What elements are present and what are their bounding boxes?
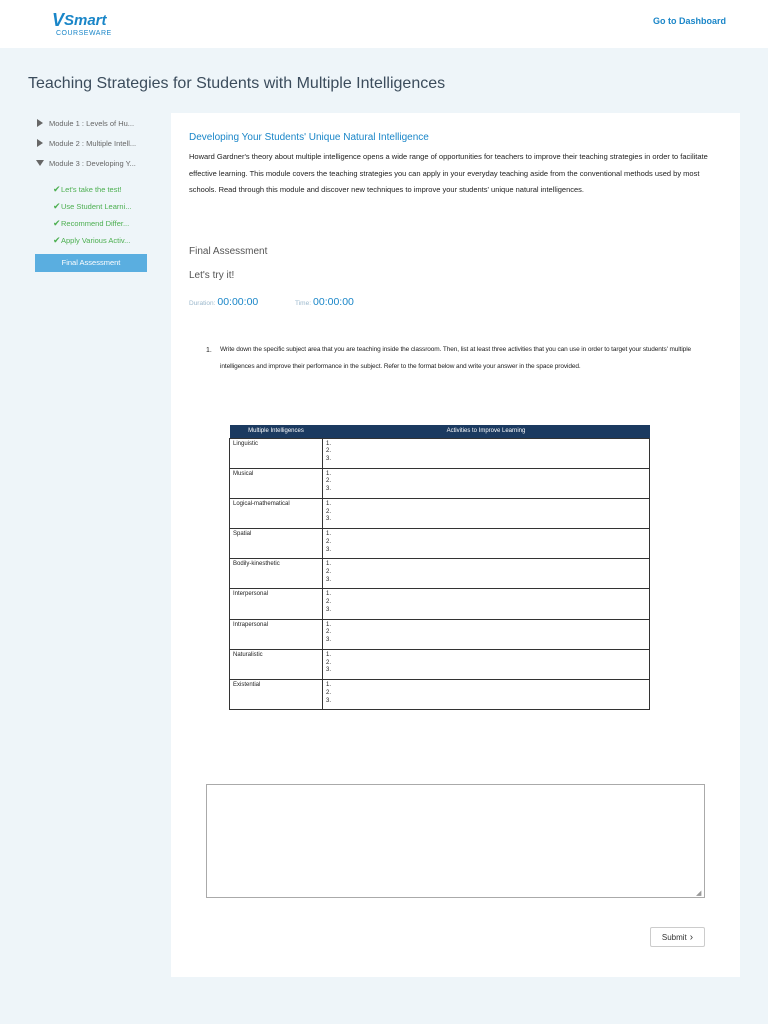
- intelligence-cell: Linguistic: [230, 438, 323, 468]
- time-value: 00:00:00: [313, 296, 354, 308]
- activity-item: 3.: [326, 697, 332, 704]
- assessment-prompt: Let's try it!: [189, 270, 235, 281]
- activities-cell: [323, 619, 650, 649]
- activity-item: 3.: [326, 456, 332, 463]
- question-number: 1.: [206, 347, 212, 354]
- sidebar-item-final-assessment[interactable]: Final Assessment: [35, 254, 147, 272]
- checkmark-icon: ✔: [53, 218, 61, 228]
- sidebar-module-2[interactable]: [34, 132, 164, 152]
- activity-item: 3.: [326, 667, 332, 674]
- activity-item: 2.: [326, 508, 332, 515]
- table-row: [230, 468, 650, 498]
- answer-textarea[interactable]: [206, 784, 705, 898]
- intelligence-cell: Musical: [230, 468, 323, 498]
- table-row: [230, 619, 650, 649]
- activity-item: 3.: [326, 486, 332, 493]
- caret-right-icon: [37, 119, 43, 127]
- activities-cell: [323, 680, 650, 710]
- table-row: [230, 559, 650, 589]
- activity-item: 1.: [326, 561, 332, 568]
- sidebar-lesson-label: Use Student Learni...: [61, 202, 132, 211]
- checkmark-icon: ✔: [53, 201, 61, 211]
- go-to-dashboard-link[interactable]: Go to Dashboard: [652, 16, 726, 26]
- activity-item: 2.: [326, 478, 332, 485]
- chevron-right-icon: ›: [689, 931, 694, 943]
- activity-item: 1.: [326, 651, 332, 658]
- duration-timer: [189, 296, 258, 308]
- activities-cell: [323, 498, 650, 528]
- intelligence-cell: Spatial: [230, 529, 323, 559]
- time-timer: [295, 296, 354, 308]
- activities-cell: [323, 559, 650, 589]
- activity-item: 1.: [326, 470, 332, 477]
- activity-item: 2.: [326, 629, 332, 636]
- activity-item: 3.: [326, 516, 332, 523]
- caret-right-icon: [37, 139, 43, 147]
- sidebar-lesson-label: Apply Various Activ...: [61, 236, 131, 245]
- activity-item: 1.: [326, 621, 332, 628]
- table-header-row: [230, 425, 650, 438]
- sidebar-lesson-1[interactable]: [34, 181, 164, 198]
- assessment-title: Final Assessment: [189, 246, 268, 257]
- module-title: Developing Your Students' Unique Natural Intelligence: [189, 132, 429, 143]
- sidebar-lesson-label: Let's take the test!: [61, 185, 122, 194]
- activity-item: 3.: [326, 637, 332, 644]
- table-row: [230, 649, 650, 679]
- question-text: Write down the specific subject area that you are teaching inside the classroom. Then, list at least three activities that you can use in order to target your students' multiple intelligences and improve their performance in the subject. Refer to the format below and write your answer in the space provided.: [220, 346, 692, 370]
- checkmark-icon: ✔: [53, 235, 61, 245]
- sidebar-lesson-3[interactable]: [34, 215, 164, 232]
- content-panel: [171, 113, 740, 977]
- sidebar-lesson-4[interactable]: [34, 232, 164, 249]
- sidebar-lesson-label: Recommend Differ...: [61, 219, 130, 228]
- activity-item: 2.: [326, 659, 332, 666]
- activity-item: 1.: [326, 440, 332, 447]
- activity-item: 2.: [326, 599, 332, 606]
- table-header-cell: Multiple Intelligences: [230, 425, 323, 438]
- activity-item: 1.: [326, 531, 332, 538]
- logo-v: V: [52, 10, 65, 30]
- caret-down-icon: [36, 160, 44, 166]
- activity-item: 3.: [326, 576, 332, 583]
- activity-item: 2.: [326, 569, 332, 576]
- activity-item: 2.: [326, 448, 332, 455]
- intelligence-cell: Interpersonal: [230, 589, 323, 619]
- activity-item: 1.: [326, 500, 332, 507]
- sidebar-module-3[interactable]: [34, 152, 164, 172]
- table-header-cell: Activities to Improve Learning: [323, 425, 650, 438]
- logo-smart: Smart: [64, 12, 107, 29]
- table-row: [230, 529, 650, 559]
- intelligences-table: [229, 425, 650, 710]
- activity-item: 1.: [326, 591, 332, 598]
- time-label: Time:: [295, 300, 312, 307]
- table-row: [230, 498, 650, 528]
- activities-cell: [323, 649, 650, 679]
- top-header: [0, 0, 768, 48]
- duration-label: Duration:: [189, 300, 216, 307]
- checkmark-icon: ✔: [53, 184, 61, 194]
- resize-grip-icon[interactable]: ◢: [696, 890, 702, 897]
- sidebar-module-label: Module 2 : Multiple Intell...: [49, 139, 137, 148]
- activity-item: 1.: [326, 682, 332, 688]
- course-sidebar: [34, 112, 164, 267]
- activity-item: 3.: [326, 546, 332, 553]
- submit-button[interactable]: [650, 927, 705, 947]
- activities-cell: [323, 468, 650, 498]
- intelligence-cell: Logical-mathematical: [230, 498, 323, 528]
- submit-label: Submit: [661, 932, 687, 942]
- logo-courseware: COURSEWARE: [56, 30, 112, 37]
- duration-value: 00:00:00: [217, 296, 259, 308]
- activities-cell: [323, 529, 650, 559]
- activities-cell: [323, 438, 650, 468]
- table-row: [230, 680, 650, 710]
- intelligence-cell: Naturalistic: [230, 649, 323, 679]
- intelligence-cell: Intrapersonal: [230, 619, 323, 649]
- activity-item: 2.: [326, 538, 332, 545]
- activities-cell: [323, 589, 650, 619]
- sidebar-module-label: Module 3 : Developing Y...: [49, 159, 136, 168]
- table-row: [230, 589, 650, 619]
- vsmart-logo[interactable]: [52, 10, 122, 38]
- sidebar-module-label: Module 1 : Levels of Hu...: [49, 119, 135, 128]
- sidebar-lesson-2[interactable]: [34, 198, 164, 215]
- activity-item: 2.: [326, 689, 332, 696]
- activity-item: 3.: [326, 607, 332, 614]
- table-row: [230, 438, 650, 468]
- intelligence-cell: Existential: [230, 680, 323, 710]
- page-title: Teaching Strategies for Students with Multiple Intelligences: [28, 75, 446, 92]
- intelligence-cell: Bodily-kinesthetic: [230, 559, 323, 589]
- sidebar-module-1[interactable]: [34, 112, 164, 132]
- module-description: Howard Gardner's theory about multiple intelligence opens a wide range of opportunities for teachers to improve their teaching strategies in order to facilitate effective learning. This module covers the teaching strategies you can apply in your everyday teaching aside from the conventional methods used by most schools. Read through this module and discover new techniques to improve your students' unique natural intelligences.: [189, 152, 708, 194]
